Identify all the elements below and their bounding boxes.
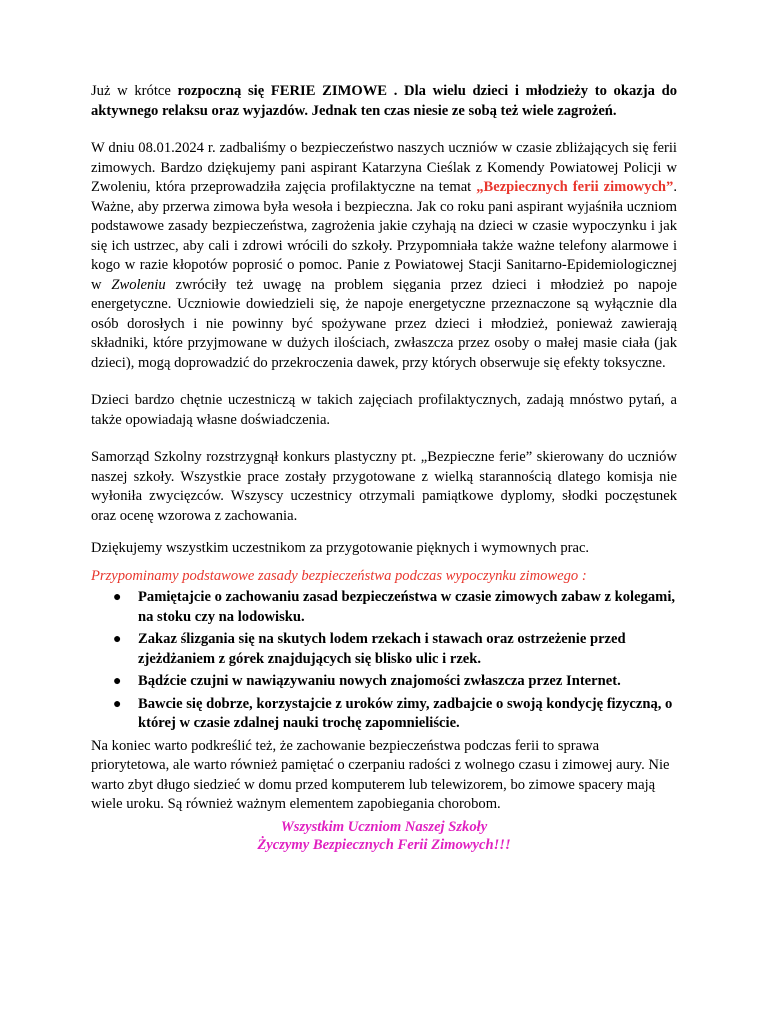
- event-town: Zwoleniu: [111, 276, 166, 293]
- event-text-1: W dniu 08.01.2024 r. zadbaliśmy o bezpieczeństwo naszych uczniów w czasie zbliżających się ferii zimowych. Bardzo dziękujemy pani aspirant Katarzyna Cieślak z Komendy Powiatowej Policji w Zwoleniu, która przeprowadziła zajęcia profilaktyczne na temat: [91, 140, 677, 195]
- reminder-heading: Przypominamy podstawowe zasady bezpieczeństwa podczas wypoczynku zimowego :: [91, 567, 587, 584]
- document-page: [91, 82, 677, 815]
- intro-paragraph: [91, 82, 677, 121]
- event-text-2: . Ważne, aby przerwa zimowa była wesoła i bezpieczna. Jak co roku pani aspirant wyjaśniła uczniom podstawowe zasady bezpieczeństwa, zagrożenia jakie czyhają na dzieci w czasie wypoczynku i jak się ich ustrzec, aby cali i zdrowi wrócili do szkoły. Przypomniała także ważne telefony alarmowe i kogo w razie kłopotów poprosić o pomoc. Panie z Powiatowej Stacji Sanitarno-Epidemiologicznej w: [91, 179, 677, 293]
- event-text-3: zwróciły też uwagę na problem sięgania przez dzieci i młodzież po napoje energetyczne. Uczniowie dowiedzieli się, że napoje energetyczne przeznaczone są wyłącznie dla osób dorosłych i nie powinny być spożywane przez dzieci i młodzież, ponieważ zawierają składniki, które przyjmowane w dużych ilościach, zwłaszcza przez osoby o małej masie ciała (jak dzieci), mogą doprowadzić do przekroczenia dawek, przy których obserwuje się efekty toksyczne.: [91, 276, 677, 371]
- event-paragraph: [91, 139, 677, 373]
- event-title: „Bezpiecznych ferii zimowych”: [476, 179, 674, 195]
- wish-line-1: Wszystkim Uczniom Naszej Szkoły: [280, 819, 488, 835]
- bullet-icon: ●: [113, 674, 122, 689]
- rule-text: Bawcie się dobrze, korzystajcie z uroków zimy, zadbajcie o swoją kondycję fizyczną, o której w czasie zdalnej nauki trochę zapomnieliście.: [138, 695, 673, 731]
- contest-paragraph: Samorząd Szkolny rozstrzygnął konkurs plastyczny pt. „Bezpieczne ferie” skierowany do uczniów naszej szkoły. Wszystkie prace zostały przygotowane z wielką starannością dlatego komisja nie wyłoniła zwycięzców. Wszyscy uczestnicy otrzymali pamiątkowe dyplomy, słodki poczęstunek oraz ocenę wzorowa z zachowania.: [91, 449, 677, 524]
- rule-text: Pamiętajcie o zachowaniu zasad bezpieczeństwa w czasie zimowych zabaw z kolegami, na stoku czy na lodowisku.: [138, 589, 676, 625]
- thanks-paragraph: Dziękujemy wszystkim uczestnikom za przygotowanie pięknych i wymownych prac.: [91, 540, 590, 556]
- rule-item: [91, 672, 677, 692]
- wish-line-2: Życzymy Bezpiecznych Ferii Zimowych!!!: [257, 837, 511, 853]
- rule-text: Bądźcie czujni w nawiązywaniu nowych znajomości zwłaszcza przez Internet.: [138, 673, 621, 689]
- wishes-block: [0, 818, 768, 854]
- children-paragraph: Dzieci bardzo chętnie uczestniczą w takich zajęciach profilaktycznych, zadają mnóstwo pytań, a także opowiadają własne doświadczenia.: [91, 392, 677, 428]
- bullet-icon: ●: [113, 590, 122, 605]
- closing-paragraph: Na koniec warto podkreślić też, że zachowanie bezpieczeństwa podczas ferii to sprawa priorytetowa, ale warto również pamiętać o czerpaniu radości z wolnego czasu i zimowej aury. Nie warto zbyt długo siedzieć w domu przed komputerem lub telewizorem, bo zimowe spacery mają wiele uroku. Są również ważnym elementem zapobiegania chorobom.: [91, 737, 670, 812]
- safety-rules-list: [91, 588, 677, 734]
- rule-item: [91, 695, 677, 734]
- rule-item: [91, 630, 677, 669]
- rule-text: Zakaz ślizgania się na skutych lodem rzekach i stawach oraz ostrzeżenie przed zjeżdżaniem z górek znajdujących się blisko ulic i rzek.: [138, 631, 626, 667]
- rule-item: [91, 588, 677, 627]
- bullet-icon: ●: [113, 696, 122, 712]
- intro-lead: Już w krótce: [91, 83, 178, 99]
- bullet-icon: ●: [113, 632, 122, 647]
- intro-bold: rozpoczną się FERIE ZIMOWE . Dla wielu dzieci i młodzieży to okazja do aktywnego relaksu oraz wyjazdów. Jednak ten czas niesie ze sobą też wiele zagrożeń.: [91, 83, 677, 119]
